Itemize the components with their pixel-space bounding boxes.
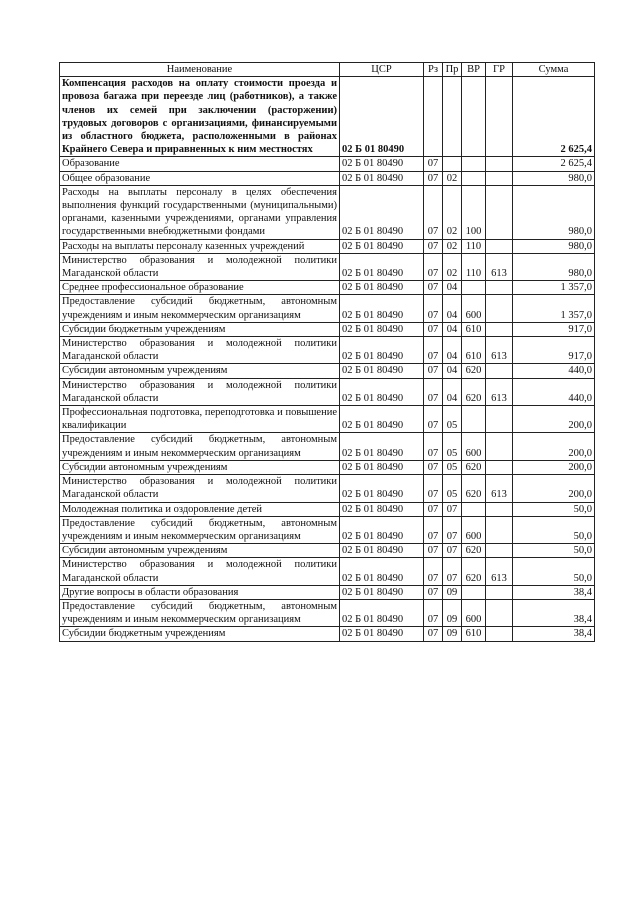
row-sum: 200,0 xyxy=(513,475,595,502)
row-sum: 440,0 xyxy=(513,378,595,405)
row-name: Субсидии автономным учреждениям xyxy=(60,460,340,474)
row-rz: 07 xyxy=(424,558,443,585)
table-row xyxy=(60,460,595,474)
row-rz: 07 xyxy=(424,295,443,322)
row-csr: 02 Б 01 80490 xyxy=(340,406,424,433)
table-row xyxy=(60,171,595,185)
row-pr: 04 xyxy=(443,378,462,405)
row-sum: 200,0 xyxy=(513,406,595,433)
row-csr: 02 Б 01 80490 xyxy=(340,239,424,253)
row-rz: 07 xyxy=(424,516,443,543)
row-sum: 1 357,0 xyxy=(513,281,595,295)
row-vr: 620 xyxy=(462,544,486,558)
row-vr: 610 xyxy=(462,322,486,336)
row-pr: 07 xyxy=(443,516,462,543)
row-name: Министерство образования и молодежной политики Магаданской области xyxy=(60,337,340,364)
row-gr xyxy=(486,599,513,626)
row-vr: 620 xyxy=(462,364,486,378)
row-rz: 07 xyxy=(424,253,443,280)
row-sum: 917,0 xyxy=(513,337,595,364)
row-vr: 610 xyxy=(462,337,486,364)
header-gr: ГР xyxy=(486,63,513,77)
table-row xyxy=(60,627,595,641)
row-name: Министерство образования и молодежной политики Магаданской области xyxy=(60,378,340,405)
table-row xyxy=(60,322,595,336)
row-sum: 980,0 xyxy=(513,171,595,185)
table-row xyxy=(60,378,595,405)
table-row xyxy=(60,157,595,171)
row-rz: 07 xyxy=(424,585,443,599)
row-vr: 620 xyxy=(462,378,486,405)
row-sum: 917,0 xyxy=(513,322,595,336)
row-name: Молодежная политика и оздоровление детей xyxy=(60,502,340,516)
row-vr xyxy=(462,585,486,599)
row-gr xyxy=(486,157,513,171)
row-csr: 02 Б 01 80490 xyxy=(340,364,424,378)
row-sum: 38,4 xyxy=(513,627,595,641)
row-csr: 02 Б 01 80490 xyxy=(340,627,424,641)
row-sum: 38,4 xyxy=(513,585,595,599)
row-pr: 05 xyxy=(443,433,462,460)
row-rz: 07 xyxy=(424,544,443,558)
row-pr: 04 xyxy=(443,337,462,364)
row-gr xyxy=(486,433,513,460)
row-name: Расходы на выплаты персоналу в целях обеспечения выполнения функций государственными (муниципальными) органами, казенными учреждениями, органами управления государственными внебюджетными фондами xyxy=(60,185,340,239)
row-csr: 02 Б 01 80490 xyxy=(340,475,424,502)
row-rz: 07 xyxy=(424,281,443,295)
row-gr: 613 xyxy=(486,378,513,405)
row-gr xyxy=(486,460,513,474)
row-csr: 02 Б 01 80490 xyxy=(340,77,424,157)
budget-table xyxy=(59,62,595,642)
row-vr: 600 xyxy=(462,295,486,322)
row-csr: 02 Б 01 80490 xyxy=(340,171,424,185)
row-sum: 50,0 xyxy=(513,516,595,543)
row-gr xyxy=(486,185,513,239)
row-vr: 610 xyxy=(462,627,486,641)
row-vr: 600 xyxy=(462,599,486,626)
row-csr: 02 Б 01 80490 xyxy=(340,295,424,322)
row-rz: 07 xyxy=(424,378,443,405)
row-rz: 07 xyxy=(424,502,443,516)
row-pr: 02 xyxy=(443,239,462,253)
row-name: Предоставление субсидий бюджетным, автономным учреждениям и иным некоммерческим организациям xyxy=(60,433,340,460)
row-pr: 09 xyxy=(443,599,462,626)
row-rz: 07 xyxy=(424,460,443,474)
row-rz: 07 xyxy=(424,337,443,364)
row-name: Субсидии бюджетным учреждениям xyxy=(60,627,340,641)
row-sum: 38,4 xyxy=(513,599,595,626)
row-rz: 07 xyxy=(424,599,443,626)
row-gr: 613 xyxy=(486,337,513,364)
row-name: Расходы на выплаты персоналу казенных учреждений xyxy=(60,239,340,253)
table-row xyxy=(60,239,595,253)
row-rz: 07 xyxy=(424,239,443,253)
table-row xyxy=(60,185,595,239)
row-vr xyxy=(462,77,486,157)
row-rz: 07 xyxy=(424,364,443,378)
row-vr: 620 xyxy=(462,558,486,585)
row-vr: 600 xyxy=(462,433,486,460)
row-csr: 02 Б 01 80490 xyxy=(340,281,424,295)
row-pr: 09 xyxy=(443,585,462,599)
table-header-row xyxy=(60,63,595,77)
row-rz: 07 xyxy=(424,171,443,185)
row-name: Министерство образования и молодежной политики Магаданской области xyxy=(60,558,340,585)
row-gr: 613 xyxy=(486,475,513,502)
table-row xyxy=(60,281,595,295)
row-csr: 02 Б 01 80490 xyxy=(340,558,424,585)
row-vr: 600 xyxy=(462,516,486,543)
row-pr: 04 xyxy=(443,364,462,378)
row-pr: 04 xyxy=(443,295,462,322)
row-name: Общее образование xyxy=(60,171,340,185)
header-pr: Пр xyxy=(443,63,462,77)
row-rz: 07 xyxy=(424,406,443,433)
row-sum: 1 357,0 xyxy=(513,295,595,322)
table-row xyxy=(60,433,595,460)
row-csr: 02 Б 01 80490 xyxy=(340,516,424,543)
row-pr: 02 xyxy=(443,171,462,185)
row-pr: 09 xyxy=(443,627,462,641)
table-row xyxy=(60,599,595,626)
row-gr xyxy=(486,77,513,157)
row-name: Субсидии автономным учреждениям xyxy=(60,544,340,558)
row-sum: 200,0 xyxy=(513,460,595,474)
row-sum: 50,0 xyxy=(513,558,595,585)
row-sum: 980,0 xyxy=(513,185,595,239)
row-sum: 440,0 xyxy=(513,364,595,378)
row-csr: 02 Б 01 80490 xyxy=(340,378,424,405)
row-pr: 07 xyxy=(443,544,462,558)
row-csr: 02 Б 01 80490 xyxy=(340,157,424,171)
row-gr xyxy=(486,364,513,378)
row-name: Среднее профессиональное образование xyxy=(60,281,340,295)
row-csr: 02 Б 01 80490 xyxy=(340,337,424,364)
table-row xyxy=(60,364,595,378)
row-vr: 100 xyxy=(462,185,486,239)
row-gr xyxy=(486,627,513,641)
row-vr xyxy=(462,171,486,185)
header-rz: Рз xyxy=(424,63,443,77)
row-sum: 200,0 xyxy=(513,433,595,460)
row-vr: 620 xyxy=(462,460,486,474)
row-csr: 02 Б 01 80490 xyxy=(340,599,424,626)
row-name: Субсидии автономным учреждениям xyxy=(60,364,340,378)
row-sum: 2 625,4 xyxy=(513,157,595,171)
row-pr: 07 xyxy=(443,558,462,585)
row-vr xyxy=(462,502,486,516)
table-row xyxy=(60,77,595,157)
row-sum: 50,0 xyxy=(513,502,595,516)
row-vr xyxy=(462,406,486,433)
row-rz xyxy=(424,77,443,157)
row-rz: 07 xyxy=(424,185,443,239)
row-pr: 05 xyxy=(443,460,462,474)
row-name: Министерство образования и молодежной политики Магаданской области xyxy=(60,253,340,280)
row-csr: 02 Б 01 80490 xyxy=(340,460,424,474)
row-gr xyxy=(486,544,513,558)
row-name: Субсидии бюджетным учреждениям xyxy=(60,322,340,336)
row-csr: 02 Б 01 80490 xyxy=(340,185,424,239)
row-vr xyxy=(462,281,486,295)
row-gr xyxy=(486,171,513,185)
row-gr: 613 xyxy=(486,558,513,585)
table-row xyxy=(60,406,595,433)
row-pr: 07 xyxy=(443,502,462,516)
table-row xyxy=(60,585,595,599)
row-csr: 02 Б 01 80490 xyxy=(340,544,424,558)
table-row xyxy=(60,295,595,322)
row-gr xyxy=(486,239,513,253)
table-row xyxy=(60,475,595,502)
row-csr: 02 Б 01 80490 xyxy=(340,502,424,516)
row-sum: 980,0 xyxy=(513,253,595,280)
row-gr xyxy=(486,502,513,516)
row-name: Министерство образования и молодежной политики Магаданской области xyxy=(60,475,340,502)
table-row xyxy=(60,502,595,516)
row-rz: 07 xyxy=(424,157,443,171)
header-csr: ЦСР xyxy=(340,63,424,77)
row-name: Предоставление субсидий бюджетным, автономным учреждениям и иным некоммерческим организациям xyxy=(60,599,340,626)
row-gr xyxy=(486,281,513,295)
table-row xyxy=(60,337,595,364)
row-rz: 07 xyxy=(424,627,443,641)
row-sum: 50,0 xyxy=(513,544,595,558)
row-gr xyxy=(486,295,513,322)
row-gr xyxy=(486,406,513,433)
row-pr: 02 xyxy=(443,253,462,280)
row-gr xyxy=(486,516,513,543)
row-pr xyxy=(443,157,462,171)
row-csr: 02 Б 01 80490 xyxy=(340,253,424,280)
header-sum: Сумма xyxy=(513,63,595,77)
row-gr: 613 xyxy=(486,253,513,280)
row-csr: 02 Б 01 80490 xyxy=(340,322,424,336)
row-pr: 05 xyxy=(443,406,462,433)
header-vr: ВР xyxy=(462,63,486,77)
table-row xyxy=(60,253,595,280)
table-row xyxy=(60,516,595,543)
row-sum: 980,0 xyxy=(513,239,595,253)
row-pr: 05 xyxy=(443,475,462,502)
header-name: Наименование xyxy=(60,63,340,77)
row-gr xyxy=(486,585,513,599)
row-name: Другие вопросы в области образования xyxy=(60,585,340,599)
row-gr xyxy=(486,322,513,336)
row-name: Профессиональная подготовка, переподготовка и повышение квалификации xyxy=(60,406,340,433)
row-vr: 620 xyxy=(462,475,486,502)
row-csr: 02 Б 01 80490 xyxy=(340,585,424,599)
table-row xyxy=(60,544,595,558)
row-vr xyxy=(462,157,486,171)
row-vr: 110 xyxy=(462,239,486,253)
row-name: Компенсация расходов на оплату стоимости проезда и провоза багажа при переезде лиц (работников), а также членов их семей при заключении (расторжении) трудовых договоров с организациями, финансируемыми из областного бюджета, расположенными в районах Крайнего Севера и приравненных к ним местностях xyxy=(60,77,340,157)
row-csr: 02 Б 01 80490 xyxy=(340,433,424,460)
row-rz: 07 xyxy=(424,433,443,460)
row-name: Предоставление субсидий бюджетным, автономным учреждениям и иным некоммерческим организациям xyxy=(60,516,340,543)
table-row xyxy=(60,558,595,585)
row-sum: 2 625,4 xyxy=(513,77,595,157)
row-pr: 02 xyxy=(443,185,462,239)
row-name: Предоставление субсидий бюджетным, автономным учреждениям и иным некоммерческим организациям xyxy=(60,295,340,322)
row-vr: 110 xyxy=(462,253,486,280)
row-pr: 04 xyxy=(443,322,462,336)
row-pr xyxy=(443,77,462,157)
row-rz: 07 xyxy=(424,475,443,502)
row-rz: 07 xyxy=(424,322,443,336)
row-pr: 04 xyxy=(443,281,462,295)
row-name: Образование xyxy=(60,157,340,171)
table-body xyxy=(60,77,595,641)
